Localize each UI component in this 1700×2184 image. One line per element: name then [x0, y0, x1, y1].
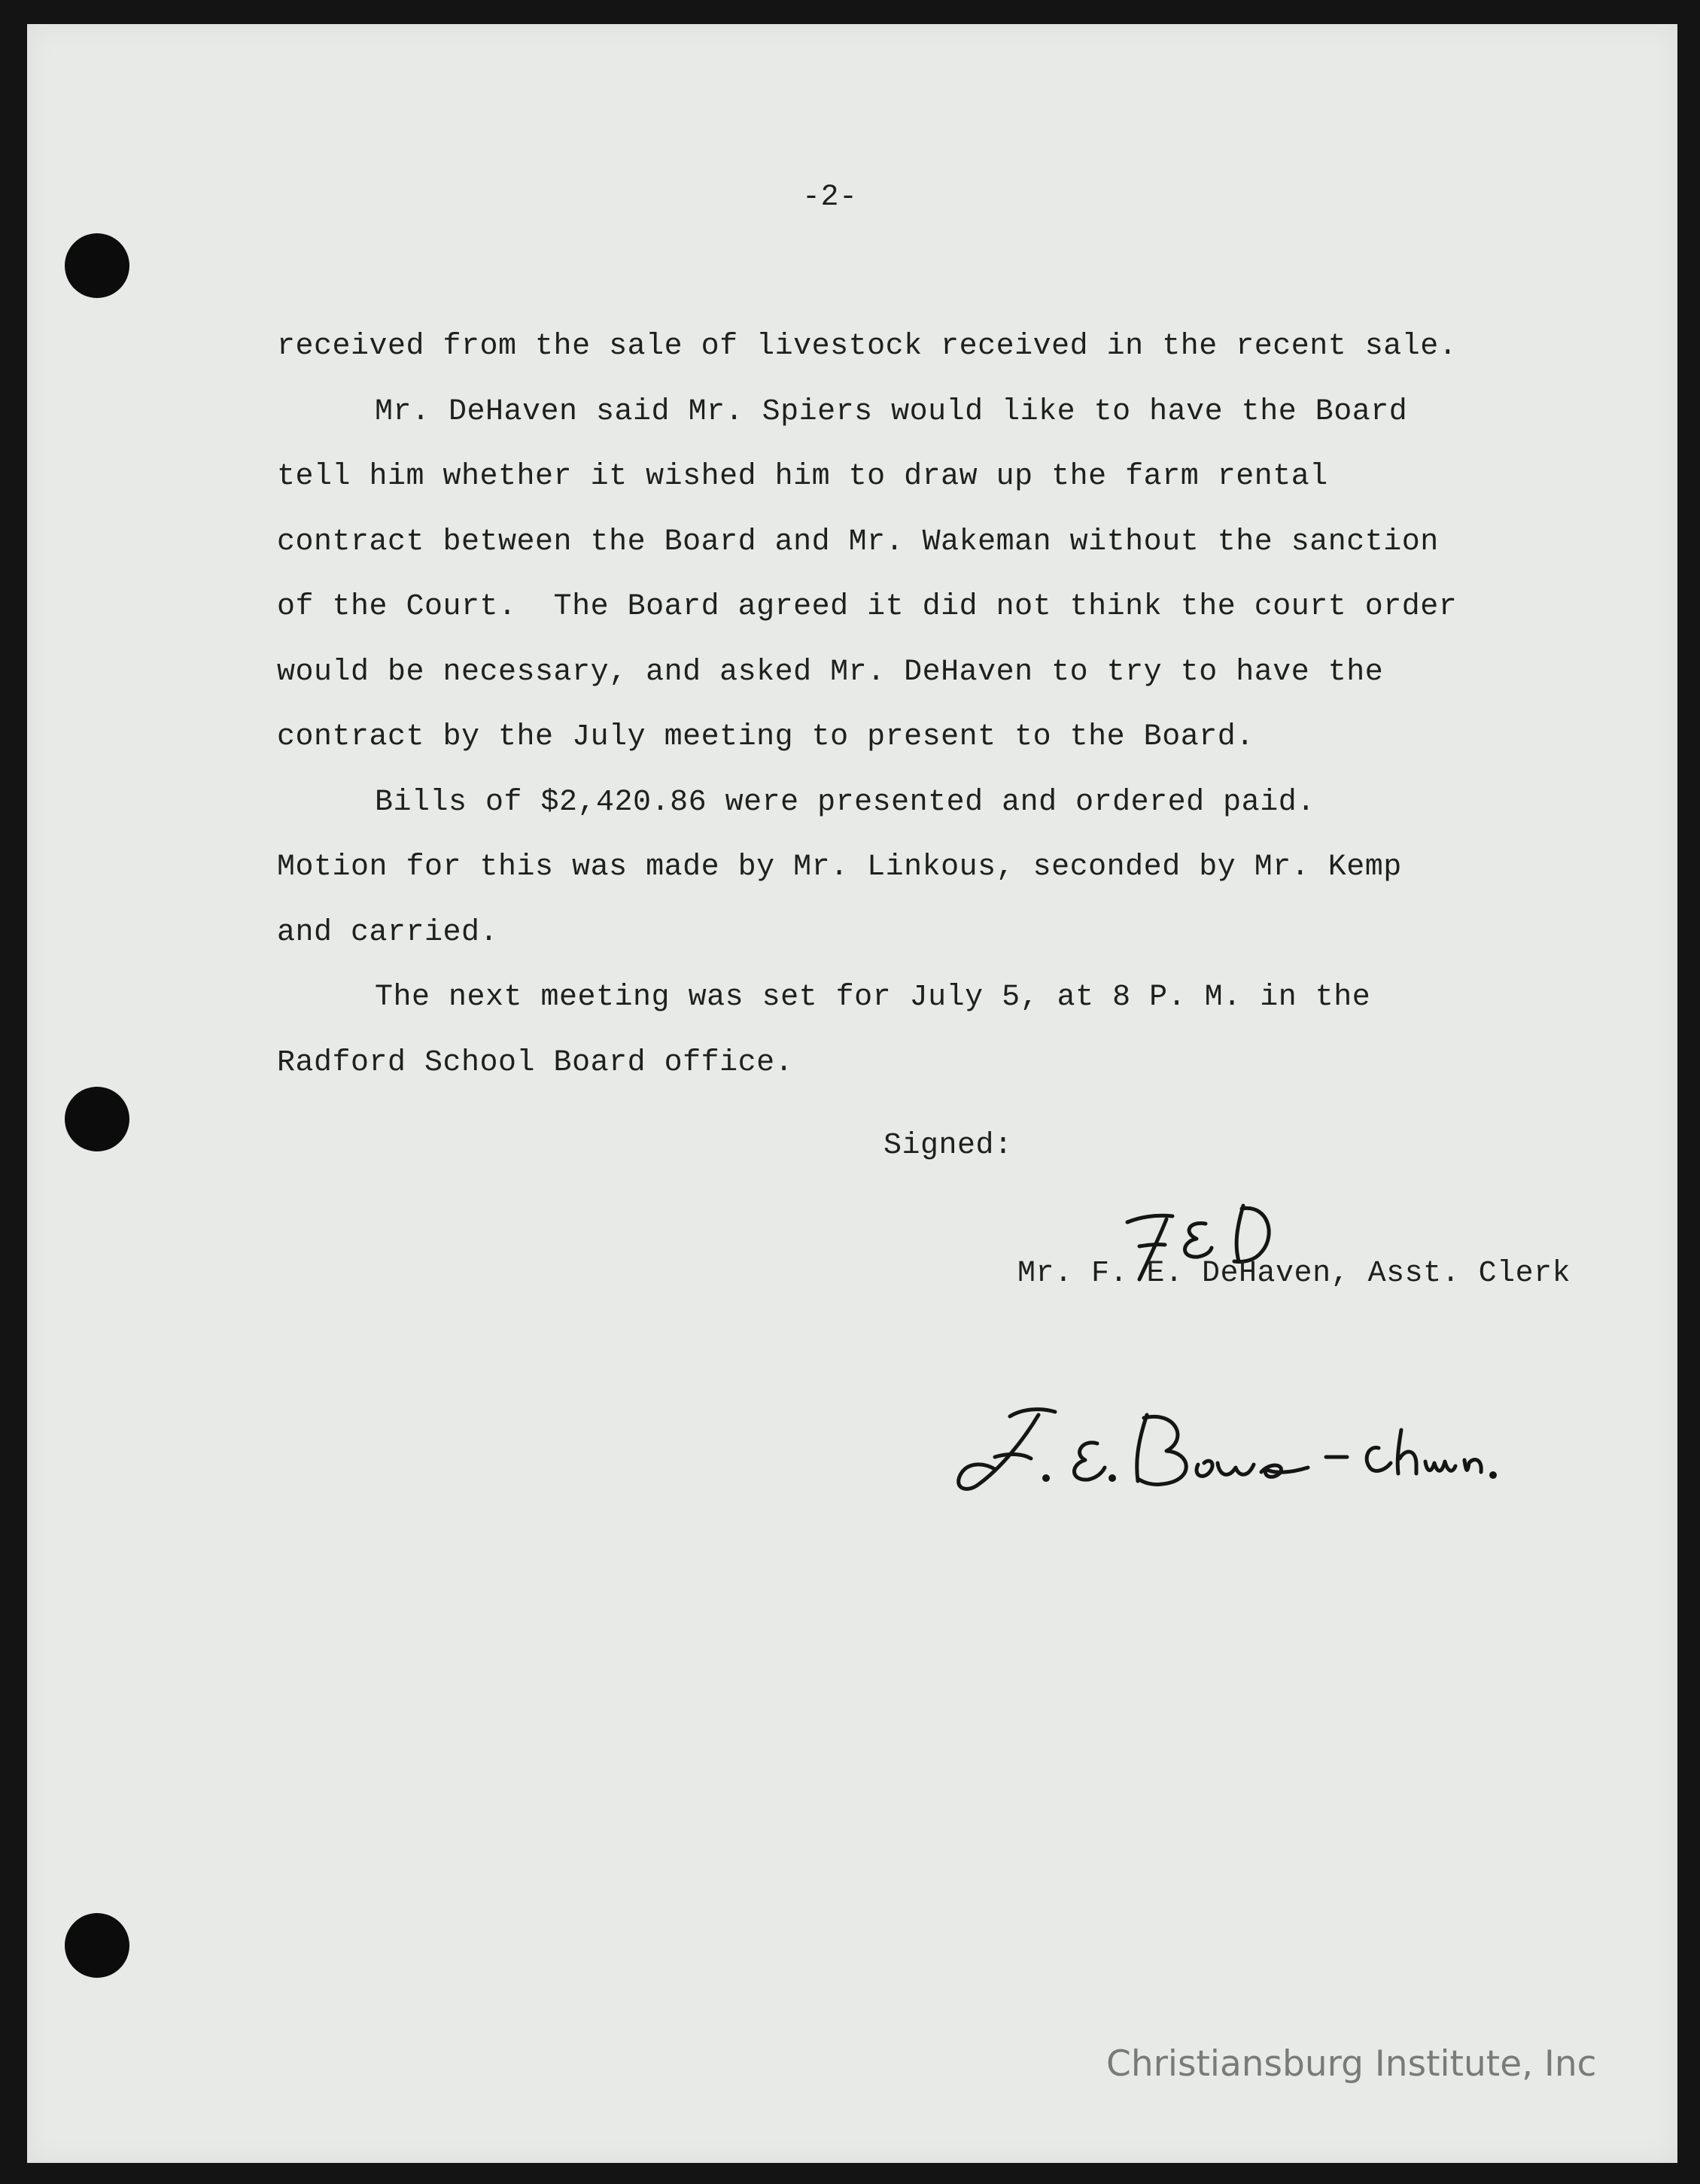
punch-hole [65, 1913, 129, 1978]
clerk-signature-line: Mr. F. E. DeHaven, Asst. Clerk [1017, 1257, 1571, 1291]
text-line: of the Court. The Board agreed it did not think the court order [277, 590, 1458, 624]
punch-hole [65, 233, 129, 298]
text-line: would be necessary, and asked Mr. DeHaven to try to have the [277, 655, 1384, 689]
punch-hole [65, 1087, 129, 1151]
text-line: tell him whether it wished him to draw up the farm rental [277, 460, 1328, 494]
watermark: Christiansburg Institute, Inc [1106, 2043, 1597, 2085]
handwritten-chairman-signature [950, 1385, 1552, 1513]
text-line: Mr. DeHaven said Mr. Spiers would like to have the Board [375, 394, 1408, 429]
signed-label: Signed: [883, 1129, 1013, 1163]
text-line: Motion for this was made by Mr. Linkous, seconded by Mr. Kemp [277, 850, 1402, 884]
text-line: contract between the Board and Mr. Wakeman without the sanction [277, 525, 1439, 559]
text-line: contract by the July meeting to present to the Board. [277, 720, 1254, 754]
text-line: Bills of $2,420.86 were presented and ordered paid. [375, 785, 1315, 820]
text-line: and carried. [277, 915, 499, 950]
text-line: received from the sale of livestock received in the recent sale. [277, 330, 1458, 363]
text-line: The next meeting was set for July 5, at 8 P. M. in the [375, 981, 1371, 1014]
body-text [277, 315, 1457, 1096]
page-number: -2- [802, 181, 858, 214]
text-line: Radford School Board office. [277, 1045, 794, 1080]
